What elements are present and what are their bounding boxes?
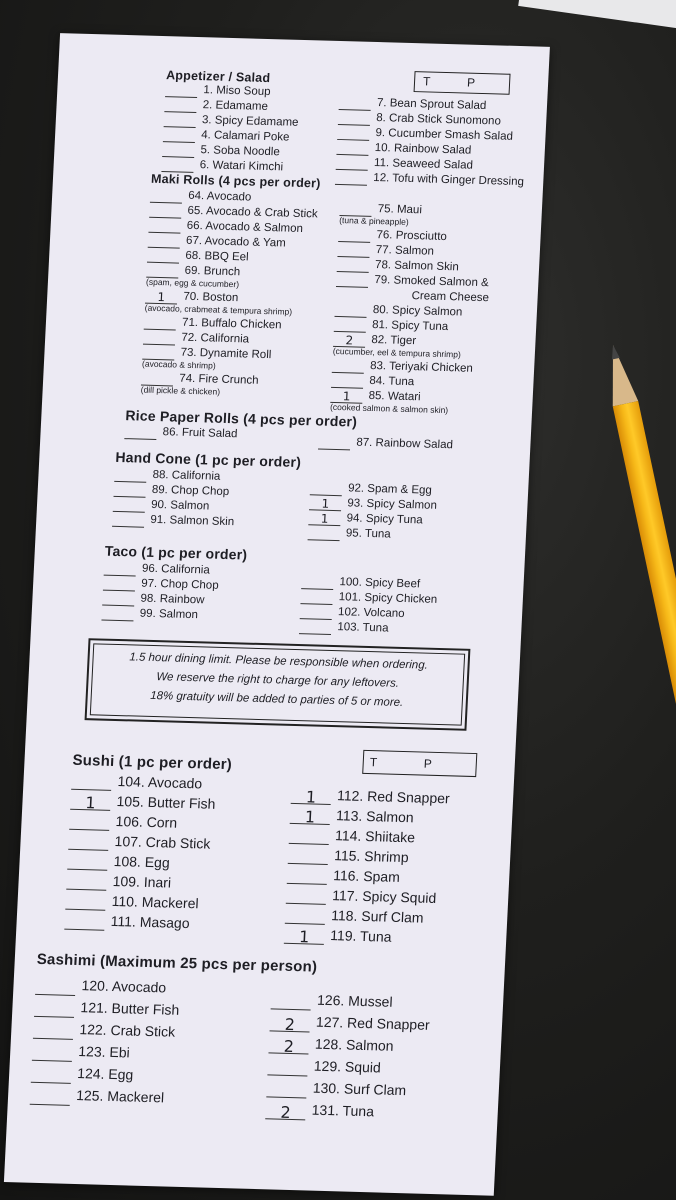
menu-item-name: 85. Watari [368, 389, 421, 404]
appetizer-title: Appetizer / Salad [165, 68, 271, 86]
menu-item-row [70, 790, 216, 814]
menu-item-note: (cucumber, eel & tempura shrimp) [332, 345, 462, 360]
menu-item-name: 90. Salmon [150, 498, 210, 513]
quantity-field[interactable] [71, 776, 112, 791]
menu-item-name: 76. Prosciutto [376, 229, 448, 244]
quantity-field[interactable] [286, 890, 327, 905]
menu-item-name: 126. Mussel [316, 991, 393, 1010]
menu-item-name: 7. Bean Sprout Salad [376, 97, 487, 113]
menu-item-name: 128. Salmon [314, 1035, 394, 1054]
quantity-field[interactable] [337, 128, 370, 141]
quantity-field[interactable] [143, 333, 176, 346]
hand-cone-section [40, 447, 530, 541]
menu-item-name: 106. Corn [115, 813, 178, 831]
menu-item-name: 74. Fire Crunch [179, 372, 259, 387]
menu-item-name: 115. Shrimp [333, 847, 410, 866]
quantity-field[interactable]: 2 [268, 1039, 309, 1054]
menu-item-note: (spam, egg & cucumber) [145, 276, 240, 290]
menu-item-name: 11. Seaweed Salad [373, 156, 474, 172]
quantity-field[interactable] [148, 221, 181, 234]
menu-item-row [32, 1039, 178, 1065]
menu-item-name: 112. Red Snapper [336, 787, 451, 807]
menu-item-name: 6. Watari Kimchi [199, 159, 284, 174]
quantity-field[interactable] [68, 836, 109, 851]
menu-item-row [30, 1083, 176, 1109]
quantity-field[interactable]: 1 [290, 810, 331, 825]
menu-item-name: 83. Teriyaki Chicken [369, 359, 474, 375]
quantity-field[interactable] [149, 206, 182, 219]
menu-item-name: 99. Salmon [139, 607, 199, 622]
menu-item-row [102, 591, 218, 609]
menu-item-name: 84. Tuna [369, 374, 415, 389]
menu-item-name: 66. Avocado & Salmon [186, 219, 304, 236]
quantity-field[interactable]: 1 [308, 513, 341, 526]
quantity-field[interactable] [30, 1091, 71, 1106]
menu-item-name: 89. Chop Chop [151, 483, 230, 499]
menu-item-name: 124. Egg [76, 1065, 134, 1083]
notice-line-1: 1.5 hour dining limit. Please be responsible when ordering. [129, 651, 429, 672]
notice-line-2: We reserve the right to charge for any leftovers. [156, 671, 400, 690]
rice-paper-title: Rice Paper Rolls (4 pcs per order) [125, 407, 358, 430]
menu-item-name: 72. California [181, 331, 250, 346]
quantity-field[interactable] [334, 320, 367, 333]
menu-item-row [31, 1061, 177, 1087]
menu-item-name: 78. Salmon Skin [374, 259, 460, 274]
menu-item-name: 88. California [152, 468, 221, 483]
notice-inner [90, 643, 465, 725]
sushi-title: Sushi (1 pc per order) [72, 751, 233, 774]
tp-t-label: T [422, 74, 431, 89]
menu-item-name: 79. Smoked Salmon & [374, 274, 490, 290]
quantity-field[interactable] [32, 1047, 73, 1062]
menu-item-note: (avocado, crabmeat & tempura shrimp) [144, 302, 293, 317]
menu-item-name: 107. Crab Stick [114, 833, 211, 852]
sushi-left-col [64, 770, 217, 934]
quantity-field[interactable] [334, 305, 367, 318]
menu-item-name: 4. Calamari Poke [200, 129, 290, 144]
quantity-field[interactable]: 1 [70, 796, 111, 811]
pencil-body [613, 401, 676, 1101]
quantity-field[interactable] [112, 515, 145, 528]
menu-item-row [35, 973, 181, 999]
menu-item-name: 110. Mackerel [111, 892, 200, 912]
notice-line-3: 18% gratuity will be added to parties of 5 or more. [149, 689, 404, 709]
taco-right-col [299, 574, 438, 638]
quantity-field[interactable] [301, 577, 334, 590]
menu-item-name: 95. Tuna [345, 527, 391, 541]
menu-item-name: 97. Chop Chop [140, 577, 219, 592]
menu-item-name: 103. Tuna [337, 621, 389, 635]
menu-item-name: 1. Miso Soup [203, 84, 271, 99]
menu-item-name: 2. Edamame [202, 99, 269, 113]
quantity-field[interactable] [67, 856, 108, 871]
menu-item-name: 131. Tuna [311, 1101, 375, 1120]
menu-item-name: 86. Fruit Salad [162, 426, 238, 441]
menu-item-name: 104. Avocado [117, 773, 203, 792]
quantity-field[interactable] [144, 318, 177, 331]
menu-item-row [124, 424, 237, 442]
menu-item-name: 125. Mackerel [75, 1087, 165, 1106]
quantity-field[interactable]: 1 [284, 930, 325, 945]
table-edge [518, 0, 676, 34]
menu-item-name: 94. Spicy Tuna [346, 512, 424, 527]
taco-section [35, 541, 525, 635]
quantity-field[interactable]: 1 [330, 391, 363, 404]
quantity-field[interactable] [163, 130, 196, 143]
menu-item-name: 98. Rainbow [140, 592, 205, 607]
menu-item-name: 93. Spicy Salmon [347, 497, 438, 512]
quantity-field[interactable] [101, 609, 134, 622]
menu-item-name: 120. Avocado [81, 977, 167, 996]
menu-item-note: (tuna & pineapple) [338, 215, 409, 227]
quantity-field[interactable] [336, 143, 369, 156]
menu-item-name: 114. Shiitake [334, 827, 416, 846]
quantity-field[interactable] [338, 113, 371, 126]
menu-item-note: (dill pickle & chicken) [140, 384, 221, 397]
quantity-field[interactable] [103, 579, 136, 592]
appetizer-tp-box [414, 71, 511, 95]
quantity-field[interactable] [267, 1061, 308, 1076]
menu-item-row [65, 890, 211, 914]
menu-item-name: 65. Avocado & Crab Stick [187, 204, 318, 221]
tp-t-label: T [369, 755, 378, 770]
menu-item-name: 5. Soba Noodle [200, 144, 281, 159]
quantity-field[interactable] [299, 622, 332, 635]
quantity-field[interactable] [65, 896, 106, 911]
hand-cone-left-col [112, 467, 237, 530]
quantity-field[interactable] [164, 115, 197, 128]
menu-item-name: 82. Tiger [371, 333, 417, 348]
tp-p-label: P [466, 75, 476, 90]
menu-item-name: 118. Surf Clam [330, 907, 424, 926]
menu-item-row [33, 1017, 179, 1043]
menu-item-name: 116. Spam [332, 867, 401, 885]
sashimi-title: Sashimi (Maximum 25 pcs per person) [36, 950, 318, 976]
quantity-field[interactable] [337, 245, 370, 258]
menu-item-name: 91. Salmon Skin [150, 513, 235, 529]
menu-item-name: 117. Spicy Squid [331, 887, 437, 906]
quantity-field[interactable] [31, 1069, 72, 1084]
hand-cone-right-col [308, 480, 438, 544]
sashimi-left-col [30, 973, 181, 1109]
rice-paper-left-col [124, 424, 237, 442]
menu-item-row [270, 1009, 431, 1035]
menu-item-row [34, 995, 180, 1021]
menu-item-name: 75. Maui [377, 203, 423, 217]
quantity-field[interactable] [287, 870, 328, 885]
quantity-field[interactable] [288, 850, 329, 865]
hand-cone-title: Hand Cone (1 pc per order) [115, 448, 302, 471]
quantity-field[interactable] [114, 470, 147, 483]
menu-item-name: 80. Spicy Salmon [372, 304, 463, 319]
menu-item-name: 10. Rainbow Salad [374, 141, 472, 157]
quantity-field[interactable] [308, 528, 341, 541]
menu-item-row [71, 770, 217, 794]
order-sheet [4, 33, 550, 1196]
menu-item-row [64, 910, 210, 934]
quantity-field[interactable]: 2 [333, 335, 366, 348]
maki-title: Maki Rolls (4 pcs per order) [150, 171, 321, 191]
menu-item-name: 127. Red Snapper [315, 1013, 431, 1033]
quantity-field[interactable] [331, 376, 364, 389]
quantity-field[interactable] [336, 275, 369, 288]
quantity-field[interactable] [35, 981, 76, 996]
quantity-field[interactable] [271, 995, 312, 1010]
menu-item-name: 105. Butter Fish [116, 793, 216, 812]
sashimi-right-col [265, 987, 431, 1123]
menu-item-name: 77. Salmon [375, 244, 435, 258]
menu-item-name: 69. Brunch [184, 264, 241, 279]
maki-right-col [330, 201, 494, 418]
quantity-field[interactable] [338, 230, 371, 243]
quantity-field[interactable]: 2 [270, 1017, 311, 1032]
quantity-field[interactable] [69, 816, 110, 831]
menu-item-row [66, 870, 212, 894]
quantity-field[interactable]: 2 [265, 1105, 306, 1120]
menu-item-row [268, 1031, 429, 1057]
quantity-field[interactable] [266, 1083, 307, 1098]
menu-item-row [271, 987, 432, 1013]
quantity-field[interactable] [66, 876, 107, 891]
tp-p-label: P [423, 756, 433, 771]
menu-item-name: 8. Crab Stick Sunomono [375, 112, 502, 128]
quantity-field[interactable] [113, 485, 146, 498]
quantity-field[interactable] [161, 160, 194, 173]
menu-item-note: (cooked salmon & salmon skin) [329, 401, 449, 416]
quantity-field[interactable] [34, 1003, 75, 1018]
sushi-tp-box [362, 750, 477, 777]
menu-item-name: 113. Salmon [335, 807, 415, 826]
menu-item-name: 64. Avocado [187, 189, 252, 204]
quantity-field[interactable] [310, 483, 343, 496]
sushi-right-col [284, 784, 450, 948]
quantity-field[interactable] [150, 191, 183, 204]
menu-item-name: 81. Spicy Tuna [371, 318, 449, 334]
quantity-field[interactable] [300, 592, 333, 605]
menu-item-name: 129. Squid [313, 1057, 382, 1076]
sashimi-section [15, 950, 505, 1123]
menu-item-name: 68. BBQ Eel [185, 249, 249, 264]
menu-item-name: 109. Inari [112, 872, 172, 891]
menu-item-row [291, 784, 451, 808]
menu-item-name: 12. Tofu with Ginger Dressing [373, 171, 525, 189]
pencil [600, 342, 676, 1101]
quantity-field[interactable]: 1 [309, 498, 342, 511]
menu-item-row [266, 1075, 427, 1101]
menu-item-row [104, 561, 220, 579]
menu-item-name: 70. Boston [183, 290, 239, 305]
menu-item-name: 92. Spam & Egg [347, 482, 433, 497]
taco-title: Taco (1 pc per order) [104, 542, 248, 563]
quantity-field[interactable] [337, 260, 370, 273]
quantity-field[interactable] [33, 1025, 74, 1040]
menu-item-name: 119. Tuna [329, 927, 392, 945]
quantity-field[interactable]: 1 [291, 790, 332, 805]
quantity-field[interactable]: 1 [145, 292, 178, 305]
quantity-field[interactable] [300, 607, 333, 620]
sushi-section [25, 750, 515, 947]
menu-item-name: 108. Egg [113, 852, 171, 871]
menu-item-row [103, 576, 219, 594]
menu-item-name: 96. California [141, 562, 211, 577]
menu-item-name: 123. Ebi [77, 1043, 131, 1061]
quantity-field[interactable] [104, 564, 137, 577]
menu-item-row [318, 435, 453, 454]
menu-item-note: (avocado & shrimp) [141, 358, 216, 371]
menu-item-row [68, 830, 214, 854]
quantity-field[interactable] [102, 594, 135, 607]
quantity-field[interactable] [285, 910, 326, 925]
quantity-field[interactable] [332, 361, 365, 374]
menu-item-name: 9. Cucumber Smash Salad [375, 127, 514, 143]
rice-paper-right-col [318, 435, 453, 454]
menu-item-name: 71. Buffalo Chicken [181, 316, 282, 332]
quantity-field[interactable] [113, 500, 146, 513]
quantity-field[interactable] [147, 251, 180, 264]
menu-item-name: 100. Spicy Beef [339, 576, 421, 591]
taco-left-col [101, 561, 219, 624]
menu-item-name-cont: Cream Cheese [411, 290, 490, 305]
notice-box [85, 638, 471, 731]
menu-item-row [69, 810, 215, 834]
quantity-field[interactable] [164, 100, 197, 113]
quantity-field[interactable] [335, 173, 368, 186]
menu-item-name: 130. Surf Clam [312, 1079, 407, 1099]
menu-item-name: 122. Crab Stick [79, 1021, 176, 1040]
menu-item-row [267, 1053, 428, 1079]
menu-item-name: 87. Rainbow Salad [356, 436, 454, 452]
quantity-field[interactable] [162, 145, 195, 158]
quantity-field[interactable] [318, 438, 351, 451]
menu-item-name: 73. Dynamite Roll [180, 346, 272, 362]
menu-item-name: 3. Spicy Edamame [201, 114, 299, 129]
appetizer-left-col [161, 82, 300, 176]
menu-item-row [299, 619, 436, 638]
quantity-field[interactable] [289, 830, 330, 845]
menu-item-name: 67. Avocado & Yam [185, 234, 287, 250]
menu-item-name: 111. Masago [110, 912, 191, 932]
maki-left-col [140, 188, 318, 401]
quantity-field[interactable] [64, 916, 105, 931]
quantity-field[interactable] [336, 158, 369, 171]
menu-item-name: 101. Spicy Chicken [338, 591, 438, 606]
appetizer-right-col [335, 95, 528, 190]
pencil-tip [600, 342, 638, 406]
menu-item-row [112, 512, 234, 530]
menu-item-row [67, 850, 213, 874]
quantity-field[interactable] [165, 85, 198, 98]
quantity-field[interactable] [339, 98, 372, 111]
menu-item-row [265, 1097, 426, 1123]
quantity-field[interactable] [148, 236, 181, 249]
menu-item-name: 102. Volcano [337, 606, 405, 620]
quantity-field[interactable] [124, 427, 157, 440]
menu-item-name: 121. Butter Fish [80, 999, 180, 1018]
